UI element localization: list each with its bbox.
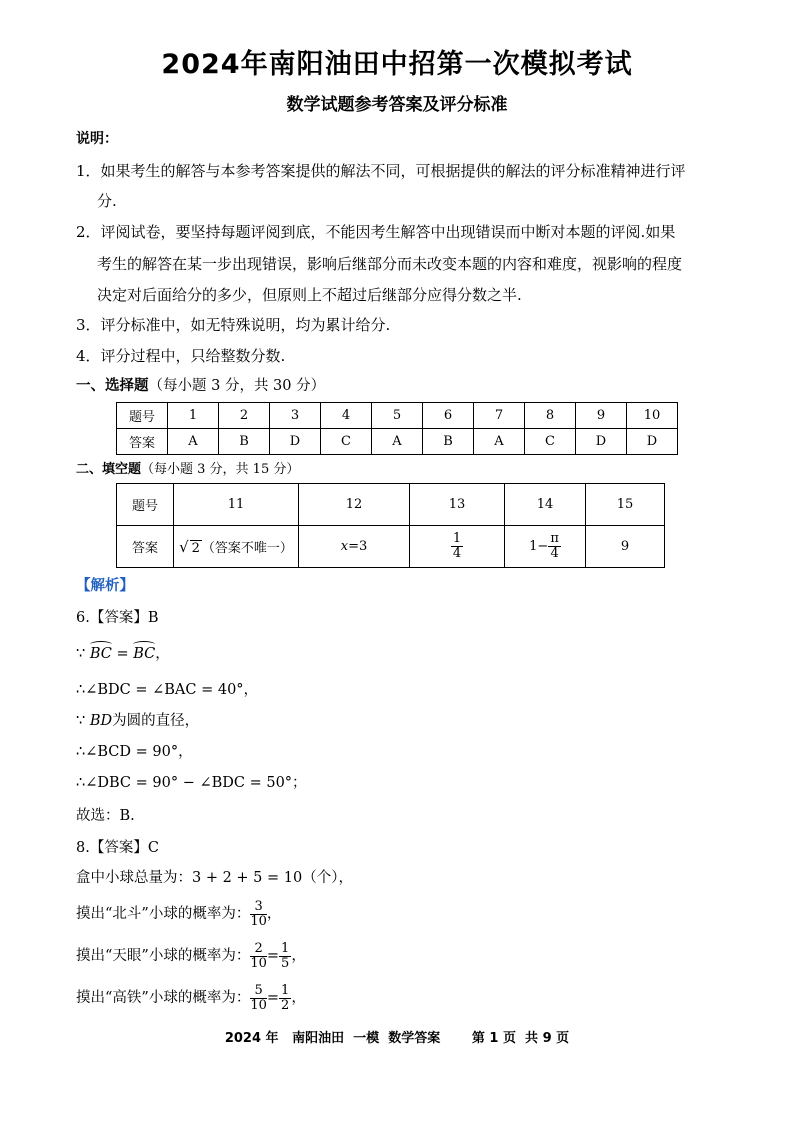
punctuation: ， — [266, 906, 282, 922]
answer-cell — [410, 526, 505, 568]
line-text: 摸出“高铁”小球的概率为： — [76, 990, 251, 1006]
punctuation: ， — [291, 948, 306, 964]
q6-line: ∴∠BDC = ∠BAC = 40°， — [76, 682, 259, 698]
fraction — [279, 942, 291, 971]
question-number: 5 — [372, 403, 423, 429]
fraction — [250, 984, 267, 1013]
q8-line — [76, 938, 306, 974]
answer-note: （答案不唯一） — [201, 541, 293, 556]
fraction-denominator: 4 — [550, 546, 559, 561]
fraction-numerator: π — [550, 531, 559, 546]
section2-header — [76, 460, 299, 480]
question-number: 15 — [586, 484, 665, 526]
q6-line — [76, 644, 170, 664]
section1-heading: 一、选择题 — [76, 378, 149, 394]
question-number: 1 — [168, 403, 219, 429]
answer-cell: B — [219, 429, 270, 455]
equals-sign: = — [266, 948, 280, 964]
question-number: 2 — [219, 403, 270, 429]
table-row — [117, 526, 665, 568]
note-item: 考生的解答在某一步出现错误，影响后继部分而未改变本题的内容和难度，视影响的程度 — [97, 255, 683, 273]
choice-answer-table — [116, 402, 678, 455]
equals-sign: = — [116, 646, 129, 662]
because-symbol: ∵ — [76, 713, 86, 729]
answer-cell: D — [576, 429, 627, 455]
fraction-numerator: 1 — [281, 940, 290, 956]
question-number: 10 — [627, 403, 678, 429]
notes-label: 说明： — [76, 131, 118, 147]
answer-cell — [299, 526, 410, 568]
answer-cell: A — [372, 429, 423, 455]
arc-bc: BC — [133, 646, 156, 662]
analysis-label: 【解析】 — [76, 578, 134, 594]
question-number: 13 — [410, 484, 505, 526]
fraction-denominator: 10 — [250, 913, 267, 929]
sqrt-symbol: √ — [179, 538, 189, 556]
note-item: 3．评分标准中，如无特殊说明，均为累计给分. — [76, 316, 391, 334]
q8-answer: 8.【答案】C — [76, 840, 159, 856]
section1-note: （每小题 3 分，共 30 分） — [148, 378, 326, 394]
question-number: 3 — [270, 403, 321, 429]
question-number: 12 — [299, 484, 410, 526]
section2-note: （每小题 3 分，共 15 分） — [141, 462, 300, 477]
math-expression: 1− — [529, 539, 549, 554]
page-footer: 2024 年 南阳油田 一模 数学答案 第 1 页 共 9 页 — [224, 1031, 570, 1046]
line-text: 摸出“天眼”小球的概率为： — [76, 948, 251, 964]
section2-heading: 二、填空题 — [76, 462, 142, 477]
q6-line — [76, 711, 199, 731]
answer-cell: C — [321, 429, 372, 455]
q8-line — [76, 980, 306, 1016]
punctuation: ， — [291, 990, 306, 1006]
fraction-denominator: 2 — [281, 997, 290, 1013]
q6-line: ∴∠BCD = 90°， — [76, 744, 193, 760]
row-label: 题号 — [117, 403, 168, 429]
q6-answer: 6.【答案】B — [76, 610, 159, 626]
fraction-numerator: 2 — [250, 942, 267, 957]
fraction-denominator: 4 — [452, 546, 462, 561]
fraction — [250, 942, 267, 971]
answer-cell — [505, 526, 586, 568]
row-label: 答案 — [117, 429, 168, 455]
arc-bc: BC — [89, 646, 112, 662]
q8-line — [76, 896, 281, 932]
question-number: 6 — [423, 403, 474, 429]
math-expression: =3 — [348, 539, 368, 554]
fill-in-answer-table — [116, 483, 665, 568]
question-number: 4 — [321, 403, 372, 429]
punctuation: ， — [155, 646, 170, 662]
equals-sign: = — [266, 990, 280, 1006]
answer-cell — [174, 526, 299, 568]
question-number: 7 — [474, 403, 525, 429]
question-number: 14 — [505, 484, 586, 526]
sqrt-radicand: 2 — [191, 541, 200, 556]
question-number: 11 — [174, 484, 299, 526]
table-row — [117, 484, 665, 526]
line-text: 为圆的直径， — [112, 713, 200, 729]
answer-cell: D — [270, 429, 321, 455]
section1-header — [76, 376, 325, 396]
note-item: 4．评分过程中，只给整数分数. — [76, 347, 286, 365]
fraction-denominator: 5 — [281, 955, 290, 971]
math-variable: x — [340, 539, 349, 554]
fraction-numerator: 3 — [250, 900, 267, 915]
fraction-numerator: 1 — [452, 531, 462, 546]
answer-cell: 9 — [586, 526, 665, 568]
question-number: 9 — [576, 403, 627, 429]
math-variable: BD — [89, 713, 113, 729]
page-title: 2024年南阳油田中招第一次模拟考试 — [161, 49, 633, 80]
fraction-numerator: 1 — [281, 982, 290, 998]
table-row — [117, 429, 678, 455]
note-item: 分. — [97, 192, 117, 210]
fraction — [548, 532, 561, 561]
question-number: 8 — [525, 403, 576, 429]
fraction — [451, 532, 463, 561]
fraction-denominator: 10 — [250, 955, 267, 971]
note-item: 2．评阅试卷，要坚持每题评阅到底，不能因考生解答中出现错误而中断对本题的评阅.如果 — [76, 223, 676, 241]
answer-cell: A — [168, 429, 219, 455]
answer-cell: D — [627, 429, 678, 455]
row-label: 答案 — [117, 526, 174, 568]
because-symbol: ∵ — [76, 646, 86, 662]
answer-cell: B — [423, 429, 474, 455]
q6-line: ∴∠DBC = 90° − ∠BDC = 50°； — [76, 775, 307, 791]
table-row — [117, 403, 678, 429]
fraction — [279, 984, 291, 1013]
line-text: 摸出“北斗”小球的概率为： — [76, 906, 251, 922]
note-item: 1．如果考生的解答与本参考答案提供的解法不同，可根据提供的解法的评分标准精神进行评 — [76, 162, 686, 180]
fraction — [250, 900, 267, 929]
note-item: 决定对后面给分的多少，但原则上不超过后继部分应得分数之半. — [97, 286, 522, 304]
page-subtitle: 数学试题参考答案及评分标准 — [286, 95, 508, 115]
fraction-denominator: 10 — [250, 997, 267, 1013]
q6-line: 故选：B. — [76, 808, 135, 824]
answer-cell: C — [525, 429, 576, 455]
fraction-numerator: 5 — [250, 984, 267, 999]
row-label: 题号 — [117, 484, 174, 526]
answer-cell: A — [474, 429, 525, 455]
q8-line: 盒中小球总量为：3 + 2 + 5 = 10（个）， — [76, 870, 353, 886]
